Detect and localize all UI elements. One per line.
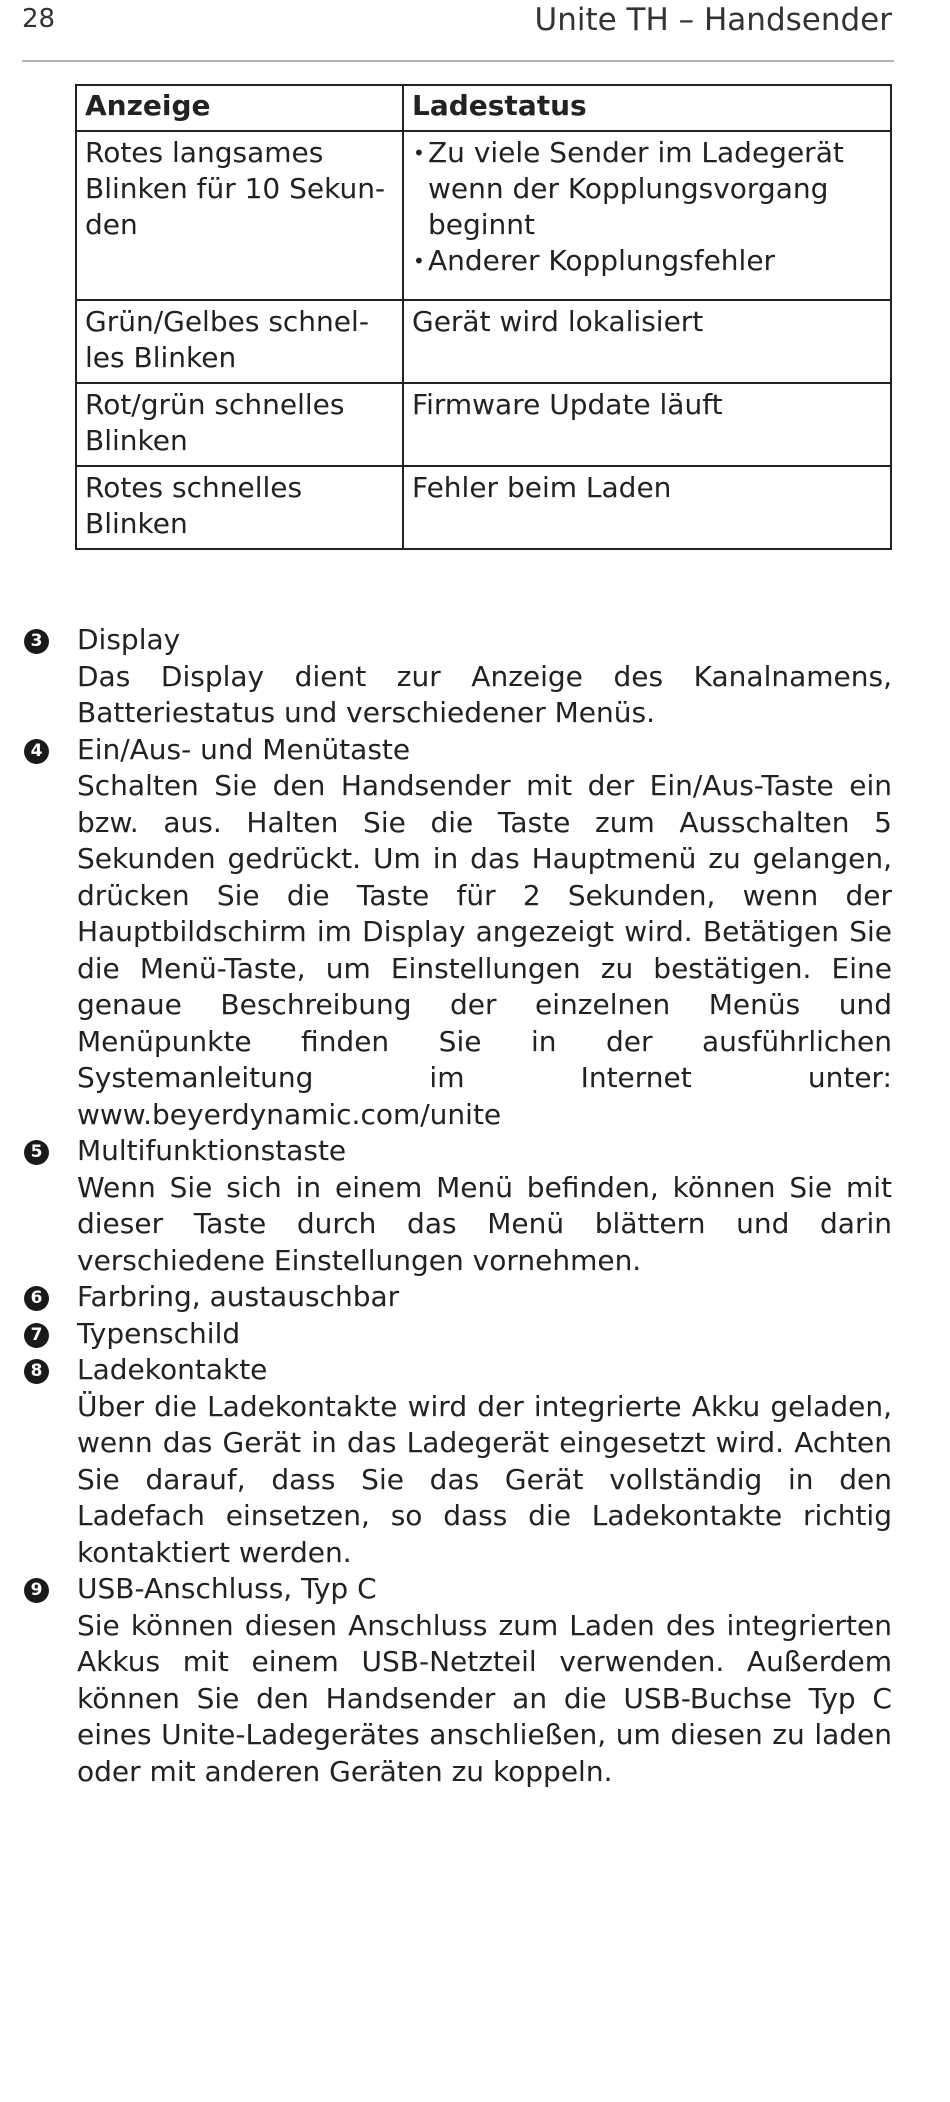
- column-header-status: Ladestatus: [403, 85, 891, 131]
- table-row: [76, 131, 891, 300]
- list-item: [0, 622, 950, 732]
- item-description: Sie können diesen Anschluss zum Laden des integrierten Akkus mit einem USB-Netzteil verwenden. Außerdem können Sie den Handsender an die USB-Buchse Typ C eines Unite-Ladegerätes anschließen, um diesen zu laden oder mit anderen Geräten zu koppeln.: [77, 1608, 892, 1788]
- column-header-display: Anzeige: [76, 85, 403, 131]
- item-number-badge: 4: [24, 739, 49, 764]
- table-row: [76, 466, 891, 549]
- list-item: [0, 1316, 950, 1353]
- item-title: Typenschild: [77, 1316, 241, 1350]
- item-number-badge: 3: [24, 629, 49, 654]
- status-cell: [403, 131, 891, 300]
- list-item: [0, 1352, 950, 1571]
- item-number-badge: 7: [24, 1323, 49, 1348]
- component-description-list: [0, 622, 950, 1790]
- list-item: [0, 1571, 950, 1790]
- item-number-badge: 6: [24, 1286, 49, 1311]
- item-title: Ladekontakte: [77, 1353, 268, 1386]
- status-cell: Firmware Update läuft: [403, 383, 891, 466]
- status-cell: Gerät wird lokalisiert: [403, 300, 891, 383]
- item-title: USB-Anschluss, Typ C: [77, 1572, 377, 1605]
- display-cell: Grün/Gelbes schnelles Blinken: [76, 300, 403, 383]
- item-description: Schalten Sie den Handsender mit der Ein/Aus-Taste ein bzw. aus. Halten Sie die Taste zum Ausschalten 5 Sekunden gedrückt. Um in das Hauptmenü zu gelangen, drücken Sie die Taste für 2 Sekunden, wenn der Hauptbildschirm im Display angezeigt wird. Betätigen Sie die Menü-Taste, um Einstellungen zu bestätigen. Eine genaue Beschreibung der einzelnen Menüs und Menüpunkte finden Sie in der ausführlichen Systemanleitung im Internet unter: www.beyerdynamic.com/unite: [77, 769, 892, 1131]
- item-description: Über die Ladekontakte wird der integrierte Akku geladen, wenn das Gerät in das Ladegerät eingesetzt wird. Achten Sie darauf, dass Sie das Gerät vollständig in den Ladefach einsetzen, so dass die Ladekontakte richtig kontaktiert werden.: [77, 1389, 892, 1569]
- list-item: [0, 1133, 950, 1279]
- header-divider: [22, 60, 894, 62]
- display-cell: Rotes langsames Blinken für 10 Sekunden: [76, 131, 403, 300]
- running-header-title: Unite TH – Handsender: [534, 2, 892, 38]
- list-item: [0, 732, 950, 1134]
- list-item: [0, 1279, 950, 1316]
- page-number: 28: [22, 4, 56, 34]
- display-cell: Rotes schnelles Blinken: [76, 466, 403, 549]
- table-header-row: [76, 85, 891, 131]
- item-description: Wenn Sie sich in einem Menü befinden, können Sie mit dieser Taste durch das Menü blättern und darin verschiedene Einstellungen vornehmen.: [77, 1170, 892, 1277]
- table-row: [76, 383, 891, 466]
- led-status-table: [75, 84, 892, 550]
- status-list-item: • Zu viele Sender im Ladegerät wenn der Kopplungsvorgang beginnt: [412, 135, 882, 243]
- item-number-badge: 5: [24, 1140, 49, 1165]
- status-list-item: • Anderer Kopplungsfehler: [412, 243, 882, 279]
- item-number-badge: 9: [24, 1578, 49, 1603]
- item-title: Display: [77, 623, 181, 656]
- item-title: Farbring, austauschbar: [77, 1280, 400, 1313]
- status-cell: Fehler beim Laden: [403, 466, 891, 549]
- display-cell: Rot/grün schnelles Blinken: [76, 383, 403, 466]
- item-number-badge: 8: [24, 1359, 49, 1384]
- item-title: Multifunktionstaste: [77, 1134, 347, 1167]
- item-title: Ein/Aus- und Menütaste: [77, 732, 411, 766]
- item-description: Das Display dient zur Anzeige des Kanalnamens, Batteriestatus und verschiedener Menüs.: [77, 659, 892, 729]
- table-row: [76, 300, 891, 383]
- status-list: [412, 135, 882, 279]
